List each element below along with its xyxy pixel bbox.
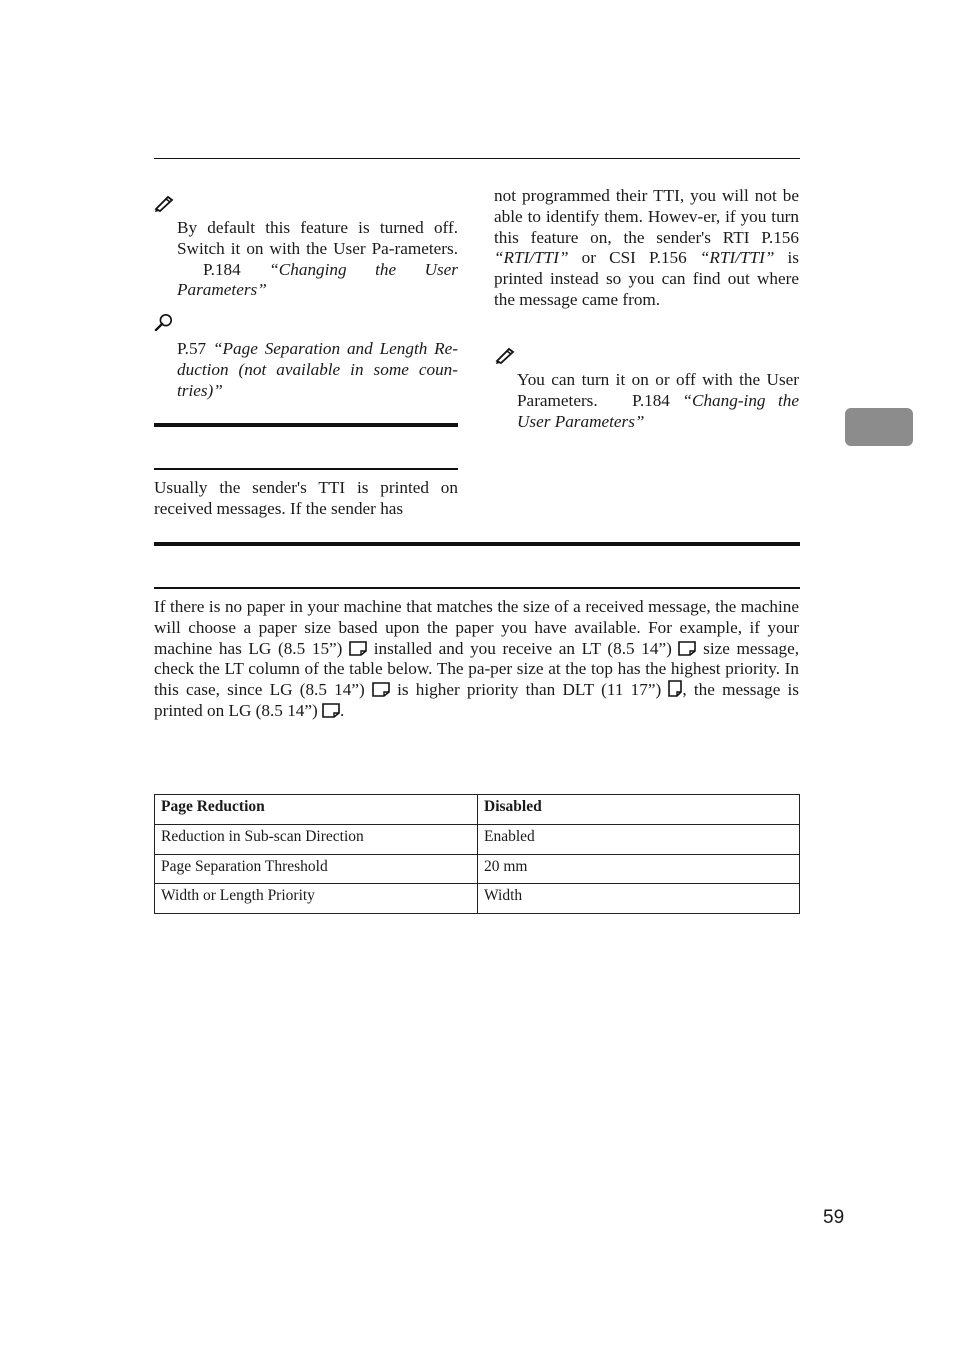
reference-title[interactable]: “Page Separation and Length Re-duction (not available in some coun-tries)” xyxy=(177,339,459,400)
landscape-paper-icon xyxy=(372,682,390,697)
table-cell: 20 mm xyxy=(478,854,800,884)
table-row xyxy=(155,824,800,854)
table-cell: Enabled xyxy=(478,824,800,854)
portrait-paper-icon xyxy=(668,680,682,697)
table-cell: Reduction in Sub-scan Direction xyxy=(155,824,478,854)
table-cell: Page Separation Threshold xyxy=(155,854,478,884)
rti-ref-page[interactable]: P.156 xyxy=(761,227,799,247)
header-rule xyxy=(154,158,800,159)
table-cell: Page Reduction xyxy=(155,795,478,825)
right-body-text: not programmed their TTI, you will not be able to identify them. Howev-er, if you turn this feature on, the sender's RTI P.156 “RTI/TTI” or CSI P.156 “RTI/TTI” is printed instead so you can find out where the message came from. xyxy=(494,186,799,309)
section-rule-thin-left xyxy=(154,468,458,470)
settings-table xyxy=(154,794,800,914)
table-cell: Width xyxy=(478,884,800,914)
section-rule-thick-left xyxy=(154,423,458,427)
pencil-note-icon xyxy=(494,346,516,364)
rti-ref-title[interactable]: “RTI/TTI” xyxy=(494,248,569,268)
table-cell: Disabled xyxy=(478,795,800,825)
table-row xyxy=(155,854,800,884)
section-rule-thick-full xyxy=(154,542,800,546)
note1-ref-title[interactable]: “Changing the User Parameters” xyxy=(177,259,459,300)
reference-page[interactable]: P.57 xyxy=(177,339,207,358)
chapter-tab xyxy=(845,408,913,446)
note1-ref-page[interactable]: P.184 xyxy=(203,259,241,279)
table-cell: Width or Length Priority xyxy=(155,884,478,914)
table-row xyxy=(155,795,800,825)
table-row xyxy=(155,884,800,914)
page-number: 59 xyxy=(823,1207,845,1228)
landscape-paper-icon xyxy=(349,641,367,656)
reference-text xyxy=(177,339,458,401)
csi-ref-title[interactable]: “RTI/TTI” xyxy=(699,248,775,268)
magnifier-reference-icon xyxy=(153,313,175,331)
pencil-note-icon xyxy=(153,194,175,212)
landscape-paper-icon xyxy=(322,703,340,718)
left-body-text: Usually the sender's TTI is printed on received messages. If the sender has xyxy=(154,478,458,518)
note2-text: You can turn it on or off with the User Parameters. P.184 “Chang-ing the User Parameters” xyxy=(517,370,800,431)
note2-ref-page[interactable]: P.184 xyxy=(632,390,670,410)
note2-ref-title[interactable]: “Chang-ing the User Parameters” xyxy=(517,390,800,431)
paper-priority-paragraph: If there is no paper in your machine that matches the size of a received message, the machine will choose a paper size based upon the paper you have available. For example, if your machine has LG (8.5 15”) installed and you receive an LT (8.5 14”) size message, check the LT column of the table below. The pa-per size at the top has the highest priority. In this case, since LG (8.5 14”) is higher priority than DLT (11 17”) , the message is printed on LG (8.5 14”) . xyxy=(154,597,800,720)
landscape-paper-icon xyxy=(678,641,696,656)
csi-ref-page[interactable]: P.156 xyxy=(649,248,687,268)
note1-text: By default this feature is turned off. Switch it on with the User Pa-rameters. P.184 “Changing the User Parameters” xyxy=(177,218,459,300)
section-rule-thin-full xyxy=(154,587,800,589)
